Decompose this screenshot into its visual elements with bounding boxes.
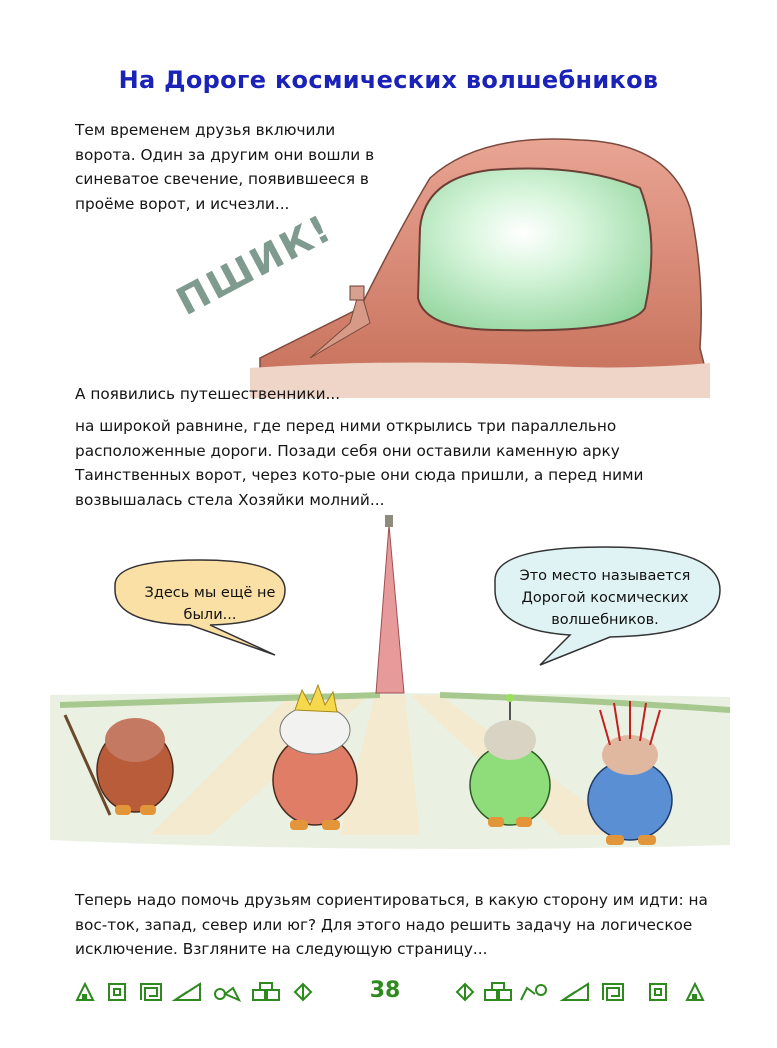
footer-ornament-left bbox=[75, 980, 365, 1004]
appeared-paragraph: А появились путешественники... bbox=[75, 385, 341, 403]
speech-bubble-left: Здесь мы ещё не были... bbox=[144, 585, 276, 623]
intro-paragraph: Тем временем друзья включили ворота. Один за другим они вошли в синеватое свечение, появившееся в проёме ворот, и исчезли... bbox=[75, 121, 375, 213]
plain-paragraph: на широкой равнине, где перед ними открылись три параллельно расположенные дороги. Позади себя они оставили каменную арку Таинственных ворот, через кото-рые они сюда пришли, а перед ними возвышалась стела Хозяйки молний... bbox=[75, 417, 644, 509]
task-paragraph: Теперь надо помочь друзьям сориентироваться, в какую сторону им идти: на вос-ток, запад, север или юг? Для этого надо решить задачу на логическое исключение. Взгляните на следующую страницу... bbox=[75, 891, 708, 958]
roads-scene-illustration bbox=[40, 505, 740, 875]
footer-ornament-right bbox=[455, 980, 715, 1004]
stone-arch-illustration bbox=[250, 118, 710, 398]
page-number: 38 bbox=[369, 978, 401, 1003]
sound-effect-text: ПШИК! bbox=[169, 205, 340, 324]
page-title: На Дороге космических волшебников bbox=[118, 66, 659, 94]
speech-bubble-right: Это место называется Дорогой космических волшебников. bbox=[519, 568, 691, 628]
